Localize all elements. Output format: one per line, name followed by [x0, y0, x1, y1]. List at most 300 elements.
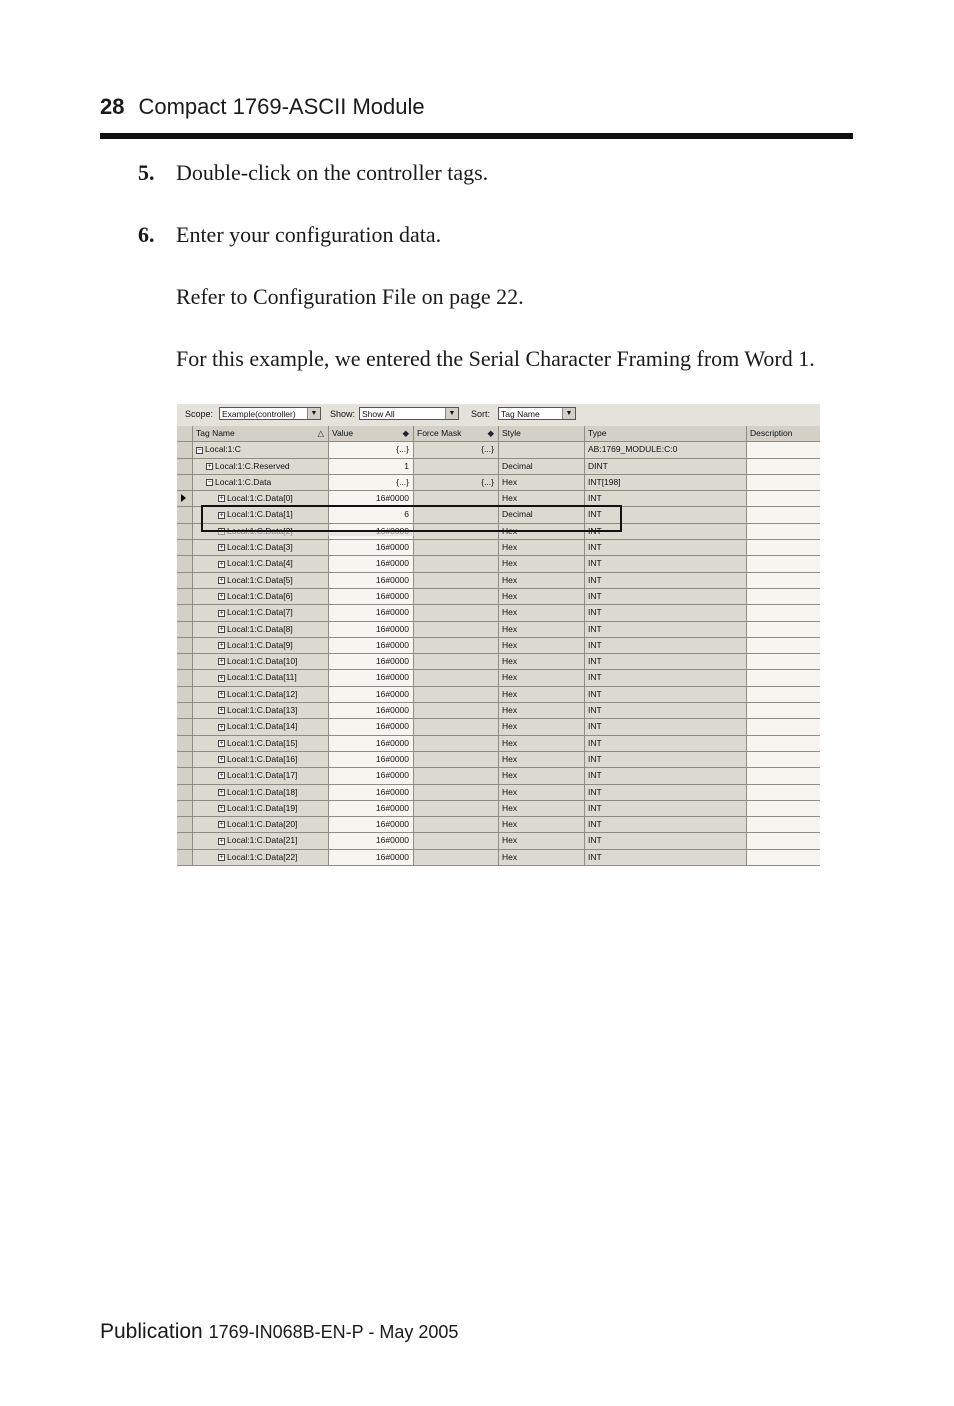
description-cell[interactable]	[747, 719, 820, 734]
force-mask-cell[interactable]	[414, 654, 499, 669]
column-arrow-icon: ◆	[487, 428, 494, 438]
table-row[interactable]	[177, 622, 820, 638]
style-cell[interactable]	[499, 703, 585, 718]
expand-toggle-icon[interactable]: +	[219, 511, 224, 519]
value-cell[interactable]	[329, 540, 414, 555]
tag-name-cell[interactable]	[193, 556, 329, 571]
value-cell[interactable]	[329, 622, 414, 637]
force-mask-cell[interactable]	[414, 622, 499, 637]
value-cell[interactable]	[329, 785, 414, 800]
row-selector[interactable]	[177, 540, 193, 555]
type-cell	[585, 670, 747, 685]
expand-toggle-icon[interactable]: +	[219, 821, 224, 829]
expand-toggle-icon[interactable]: +	[219, 739, 224, 747]
style-value: Hex	[502, 737, 518, 748]
style-cell[interactable]	[499, 573, 585, 588]
tag-name-cell[interactable]	[193, 442, 329, 457]
sort-value: Tag Name	[501, 409, 540, 419]
tag-name: Local:1:C.Data[14]	[227, 721, 298, 732]
dropdown-arrow-icon[interactable]: ▼	[307, 408, 320, 419]
tag-name-cell[interactable]	[193, 589, 329, 604]
tag-name-cell[interactable]	[193, 605, 329, 620]
tag-name-cell[interactable]	[193, 573, 329, 588]
value-cell[interactable]	[329, 703, 414, 718]
tag-name-cell[interactable]	[193, 817, 329, 832]
tag-name: Local:1:C.Data[22]	[227, 851, 298, 862]
force-mask-cell[interactable]	[414, 785, 499, 800]
row-selector[interactable]	[177, 670, 193, 685]
row-selector[interactable]	[177, 850, 193, 865]
style-value: Hex	[502, 639, 518, 650]
tag-name: Local:1:C.Data[12]	[227, 688, 298, 699]
value-cell[interactable]	[329, 736, 414, 751]
row-selector[interactable]	[177, 719, 193, 734]
step-5	[138, 160, 488, 186]
step-number: 6.	[138, 222, 155, 247]
row-selector[interactable]	[177, 785, 193, 800]
expand-toggle-icon[interactable]: +	[219, 772, 224, 780]
table-row[interactable]	[177, 670, 820, 686]
sort-select[interactable]	[498, 407, 576, 420]
tag-name-cell[interactable]	[193, 687, 329, 702]
type-value: DINT	[588, 460, 608, 471]
grid-header-row	[177, 426, 820, 442]
expand-toggle-icon[interactable]: +	[219, 674, 224, 682]
type-cell	[585, 589, 747, 604]
expand-toggle-icon[interactable]: +	[219, 658, 224, 666]
description-cell[interactable]	[747, 540, 820, 555]
type-cell	[585, 540, 747, 555]
tag-editor-toolbar	[177, 404, 820, 426]
force-mask-cell[interactable]	[414, 605, 499, 620]
style-cell[interactable]	[499, 670, 585, 685]
table-row[interactable]	[177, 605, 820, 621]
description-cell[interactable]	[747, 817, 820, 832]
step-text: Double-click on the controller tags.	[176, 160, 489, 185]
highlight-box	[201, 505, 622, 532]
expand-toggle-icon[interactable]: +	[219, 609, 224, 617]
table-row[interactable]	[177, 719, 820, 735]
column-header-value[interactable]	[329, 426, 414, 441]
table-row[interactable]	[177, 752, 820, 768]
tag-name-cell[interactable]	[193, 654, 329, 669]
description-cell[interactable]	[747, 801, 820, 816]
style-cell[interactable]	[499, 850, 585, 865]
document-title: Compact 1769-ASCII Module	[138, 94, 425, 119]
description-cell[interactable]	[747, 573, 820, 588]
style-value: Hex	[502, 721, 518, 732]
type-value: INT[198]	[588, 476, 621, 487]
style-cell[interactable]	[499, 589, 585, 604]
description-cell[interactable]	[747, 736, 820, 751]
description-cell[interactable]	[747, 654, 820, 669]
style-value: Hex	[502, 851, 518, 862]
value-cell[interactable]	[329, 752, 414, 767]
tag-name-cell[interactable]	[193, 801, 329, 816]
type-cell	[585, 768, 747, 783]
table-row[interactable]	[177, 817, 820, 833]
type-cell	[585, 475, 747, 490]
style-cell[interactable]	[499, 459, 585, 474]
expand-toggle-icon[interactable]: +	[219, 625, 224, 633]
table-row[interactable]	[177, 785, 820, 801]
table-row[interactable]	[177, 736, 820, 752]
show-value: Show All	[362, 409, 395, 419]
example-paragraph: For this example, we entered the Serial Character Framing from Word 1.	[176, 346, 815, 371]
table-row[interactable]	[177, 703, 820, 719]
column-header-style[interactable]	[499, 426, 585, 441]
tag-name-cell[interactable]	[193, 622, 329, 637]
value-cell[interactable]	[329, 687, 414, 702]
type-value: INT	[588, 753, 602, 764]
table-row[interactable]	[177, 475, 820, 491]
force-mask-cell[interactable]	[414, 459, 499, 474]
type-cell	[585, 850, 747, 865]
scope-select[interactable]	[219, 407, 321, 420]
tag-name-cell[interactable]	[193, 850, 329, 865]
tag-name-cell[interactable]	[193, 785, 329, 800]
style-value: Hex	[502, 672, 518, 683]
table-row[interactable]	[177, 638, 820, 654]
row-selector[interactable]	[177, 752, 193, 767]
tag-value: 16#0000	[375, 639, 409, 650]
row-selector[interactable]	[177, 736, 193, 751]
row-selector[interactable]	[177, 573, 193, 588]
column-header-label: Style	[502, 428, 521, 438]
expand-toggle-icon[interactable]: +	[219, 837, 224, 845]
force-mask-cell[interactable]	[414, 638, 499, 653]
tag-name-cell[interactable]	[193, 833, 329, 848]
style-cell[interactable]	[499, 752, 585, 767]
expand-toggle-icon[interactable]: +	[219, 788, 224, 796]
dropdown-arrow-icon[interactable]: ▼	[445, 408, 458, 419]
type-cell	[585, 801, 747, 816]
tag-name-cell[interactable]	[193, 638, 329, 653]
description-cell[interactable]	[747, 833, 820, 848]
type-cell	[585, 638, 747, 653]
publication-footer	[100, 1320, 458, 1344]
value-cell[interactable]	[329, 768, 414, 783]
style-value: Hex	[502, 656, 518, 667]
show-label: Show:	[330, 409, 356, 419]
style-cell[interactable]	[499, 475, 585, 490]
type-value: INT	[588, 509, 602, 520]
type-cell	[585, 833, 747, 848]
value-cell[interactable]	[329, 459, 414, 474]
tag-name-cell[interactable]	[193, 703, 329, 718]
description-cell[interactable]	[747, 687, 820, 702]
force-mask-cell[interactable]	[414, 736, 499, 751]
tag-value: 16#0000	[375, 819, 409, 830]
tag-name-cell[interactable]	[193, 768, 329, 783]
expand-toggle-icon[interactable]: +	[219, 691, 224, 698]
page-number: 28	[100, 94, 125, 119]
tag-value: 16#0000	[375, 688, 409, 699]
type-value: INT	[588, 835, 602, 846]
style-cell[interactable]	[499, 556, 585, 571]
description-cell[interactable]	[747, 768, 820, 783]
scope-label: Scope:	[185, 409, 214, 419]
row-selector[interactable]	[177, 833, 193, 848]
expand-toggle-icon[interactable]: +	[219, 756, 224, 764]
force-mask-cell[interactable]	[414, 556, 499, 571]
style-value: Hex	[502, 688, 518, 699]
header-rule	[100, 133, 853, 139]
publication-number: 1769-IN068B-EN-P - May 2005	[208, 1322, 459, 1342]
step-number: 5.	[138, 160, 155, 185]
style-cell[interactable]	[499, 687, 585, 702]
tag-value: 16#0000	[375, 623, 409, 634]
force-mask-value: {...}	[481, 476, 494, 487]
value-cell[interactable]	[329, 850, 414, 865]
table-row[interactable]	[177, 833, 820, 849]
table-row[interactable]	[177, 801, 820, 817]
tag-value: 16#0000	[375, 705, 409, 716]
description-cell[interactable]	[747, 442, 820, 457]
tag-name: Local:1:C.Data[11]	[227, 672, 297, 683]
expand-toggle-icon[interactable]: −	[197, 446, 202, 454]
expand-toggle-icon[interactable]: +	[219, 544, 224, 552]
row-selector[interactable]	[177, 638, 193, 653]
style-cell[interactable]	[499, 817, 585, 832]
tag-value: 16#0000	[375, 786, 409, 797]
force-mask-cell[interactable]	[414, 833, 499, 848]
table-row[interactable]	[177, 589, 820, 605]
style-value: Hex	[502, 705, 518, 716]
expand-toggle-icon[interactable]: +	[219, 642, 224, 650]
value-cell[interactable]	[329, 605, 414, 620]
tag-name-cell[interactable]	[193, 670, 329, 685]
style-cell[interactable]	[499, 638, 585, 653]
style-value: Decimal	[502, 460, 533, 471]
row-selector[interactable]	[177, 817, 193, 832]
style-cell[interactable]	[499, 540, 585, 555]
column-header-type[interactable]	[585, 426, 747, 441]
value-cell[interactable]	[329, 638, 414, 653]
force-mask-cell[interactable]	[414, 589, 499, 604]
value-cell[interactable]	[329, 833, 414, 848]
description-cell[interactable]	[747, 622, 820, 637]
style-cell[interactable]	[499, 605, 585, 620]
description-cell[interactable]	[747, 475, 820, 490]
table-row[interactable]	[177, 850, 820, 866]
force-mask-cell[interactable]	[414, 703, 499, 718]
style-value: Decimal	[502, 509, 533, 520]
column-arrow-icon: ◆	[402, 428, 409, 438]
force-mask-cell[interactable]	[414, 540, 499, 555]
description-cell[interactable]	[747, 785, 820, 800]
expand-toggle-icon[interactable]: +	[219, 805, 224, 813]
value-cell[interactable]	[329, 556, 414, 571]
table-row[interactable]	[177, 768, 820, 784]
force-mask-cell[interactable]	[414, 687, 499, 702]
style-cell[interactable]	[499, 768, 585, 783]
step-text: Enter your configuration data.	[176, 222, 442, 247]
expand-toggle-icon[interactable]: +	[219, 707, 224, 715]
row-selector[interactable]	[177, 768, 193, 783]
tag-value: 16#0000	[375, 590, 409, 601]
style-cell[interactable]	[499, 719, 585, 734]
style-cell[interactable]	[499, 801, 585, 816]
row-selector[interactable]	[177, 654, 193, 669]
force-mask-cell[interactable]	[414, 719, 499, 734]
type-cell	[585, 442, 747, 457]
dropdown-arrow-icon[interactable]: ▼	[562, 408, 575, 419]
tag-value: 1	[404, 460, 409, 471]
tag-value: {...}	[396, 444, 409, 455]
description-cell[interactable]	[747, 703, 820, 718]
value-cell[interactable]	[329, 589, 414, 604]
expand-toggle-icon[interactable]: +	[219, 723, 224, 731]
tag-value: 16#0000	[375, 721, 409, 732]
tag-value: 16#0000	[375, 770, 409, 781]
table-row[interactable]	[177, 556, 820, 572]
force-mask-cell[interactable]	[414, 817, 499, 832]
column-header-label: Tag Name	[196, 428, 235, 438]
type-value: INT	[588, 623, 602, 634]
row-selector[interactable]	[177, 622, 193, 637]
type-value: INT	[588, 656, 602, 667]
style-value: Hex	[502, 558, 518, 569]
expand-toggle-icon[interactable]: −	[207, 479, 212, 487]
type-value: INT	[588, 802, 602, 813]
column-header-label: Type	[588, 428, 607, 438]
style-value: Hex	[502, 574, 518, 585]
row-selector[interactable]	[177, 507, 193, 522]
force-mask-cell[interactable]	[414, 850, 499, 865]
value-cell[interactable]	[329, 573, 414, 588]
row-selector[interactable]	[177, 442, 193, 457]
table-row[interactable]	[177, 442, 820, 458]
tag-name: Local:1:C.Data[17]	[227, 770, 298, 781]
description-cell[interactable]	[747, 524, 820, 539]
value-cell[interactable]	[329, 670, 414, 685]
style-cell[interactable]	[499, 654, 585, 669]
table-row[interactable]	[177, 573, 820, 589]
description-cell[interactable]	[747, 638, 820, 653]
force-mask-cell[interactable]	[414, 670, 499, 685]
style-value: Hex	[502, 786, 518, 797]
row-selector[interactable]	[177, 589, 193, 604]
expand-toggle-icon[interactable]: +	[219, 593, 224, 601]
expand-toggle-icon[interactable]: +	[207, 462, 212, 470]
style-value: Hex	[502, 525, 518, 536]
description-cell[interactable]	[747, 670, 820, 685]
column-header-label: Value	[332, 428, 354, 438]
style-value: Hex	[502, 493, 518, 504]
show-select[interactable]	[359, 407, 459, 420]
force-mask-cell[interactable]	[414, 768, 499, 783]
value-cell[interactable]	[329, 442, 414, 457]
row-selector[interactable]	[177, 556, 193, 571]
value-cell[interactable]	[329, 654, 414, 669]
type-value: INT	[588, 737, 602, 748]
tag-grid	[177, 426, 820, 866]
table-row[interactable]	[177, 540, 820, 556]
table-row[interactable]	[177, 654, 820, 670]
style-cell[interactable]	[499, 622, 585, 637]
description-cell[interactable]	[747, 605, 820, 620]
tag-name: Local:1:C	[205, 444, 241, 455]
description-cell[interactable]	[747, 507, 820, 522]
force-mask-cell[interactable]	[414, 475, 499, 490]
type-cell	[585, 719, 747, 734]
tag-name-cell[interactable]	[193, 459, 329, 474]
force-mask-cell[interactable]	[414, 801, 499, 816]
row-selector[interactable]	[177, 703, 193, 718]
tag-value: 16#0000	[375, 802, 409, 813]
tag-value: 16#0000	[375, 672, 409, 683]
description-cell[interactable]	[747, 752, 820, 767]
style-value: Hex	[502, 607, 518, 618]
table-row[interactable]	[177, 687, 820, 703]
value-cell[interactable]	[329, 719, 414, 734]
expand-toggle-icon[interactable]: +	[219, 495, 224, 503]
tag-name-cell[interactable]	[193, 752, 329, 767]
tag-name: Local:1:C.Data[19]	[227, 802, 298, 813]
row-selector[interactable]	[177, 524, 193, 539]
type-value: INT	[588, 770, 602, 781]
force-mask-cell[interactable]	[414, 573, 499, 588]
style-cell[interactable]	[499, 785, 585, 800]
description-cell[interactable]	[747, 491, 820, 506]
type-value: INT	[588, 639, 602, 650]
tag-value: 16#0000	[375, 607, 409, 618]
tag-name-cell[interactable]	[193, 475, 329, 490]
value-cell[interactable]	[329, 475, 414, 490]
force-mask-cell[interactable]	[414, 752, 499, 767]
row-selector[interactable]	[177, 459, 193, 474]
tag-value: 16#0000	[375, 753, 409, 764]
description-cell[interactable]	[747, 850, 820, 865]
style-cell[interactable]	[499, 833, 585, 848]
tag-name-cell[interactable]	[193, 736, 329, 751]
reference-paragraph: Refer to Configuration File on page 22.	[176, 284, 524, 309]
tag-name-cell[interactable]	[193, 719, 329, 734]
column-header-force-mask[interactable]	[414, 426, 499, 441]
type-cell	[585, 736, 747, 751]
row-selector[interactable]	[177, 801, 193, 816]
publication-label: Publication	[100, 1320, 203, 1343]
row-selector[interactable]	[177, 491, 193, 506]
style-cell[interactable]	[499, 442, 585, 457]
expand-toggle-icon[interactable]: +	[219, 560, 224, 568]
style-cell[interactable]	[499, 736, 585, 751]
column-header-tag-name[interactable]	[193, 426, 329, 441]
tag-name-cell[interactable]	[193, 540, 329, 555]
column-header-description[interactable]	[747, 426, 820, 441]
tag-value: 16#0000	[375, 493, 409, 504]
row-selector[interactable]	[177, 687, 193, 702]
force-mask-cell[interactable]	[414, 442, 499, 457]
style-value: Hex	[502, 802, 518, 813]
tag-name: Local:1:C.Data[10]	[227, 656, 298, 667]
tag-name: Local:1:C.Data[8]	[227, 623, 293, 634]
table-row[interactable]	[177, 459, 820, 475]
expand-toggle-icon[interactable]: +	[219, 853, 224, 861]
description-cell[interactable]	[747, 589, 820, 604]
value-cell[interactable]	[329, 801, 414, 816]
description-cell[interactable]	[747, 459, 820, 474]
tag-value: 16#0000	[375, 835, 409, 846]
style-value: Hex	[502, 753, 518, 764]
row-selector[interactable]	[177, 475, 193, 490]
style-value: Hex	[502, 590, 518, 601]
row-selector[interactable]	[177, 605, 193, 620]
expand-toggle-icon[interactable]: +	[219, 576, 224, 584]
description-cell[interactable]	[747, 556, 820, 571]
value-cell[interactable]	[329, 817, 414, 832]
